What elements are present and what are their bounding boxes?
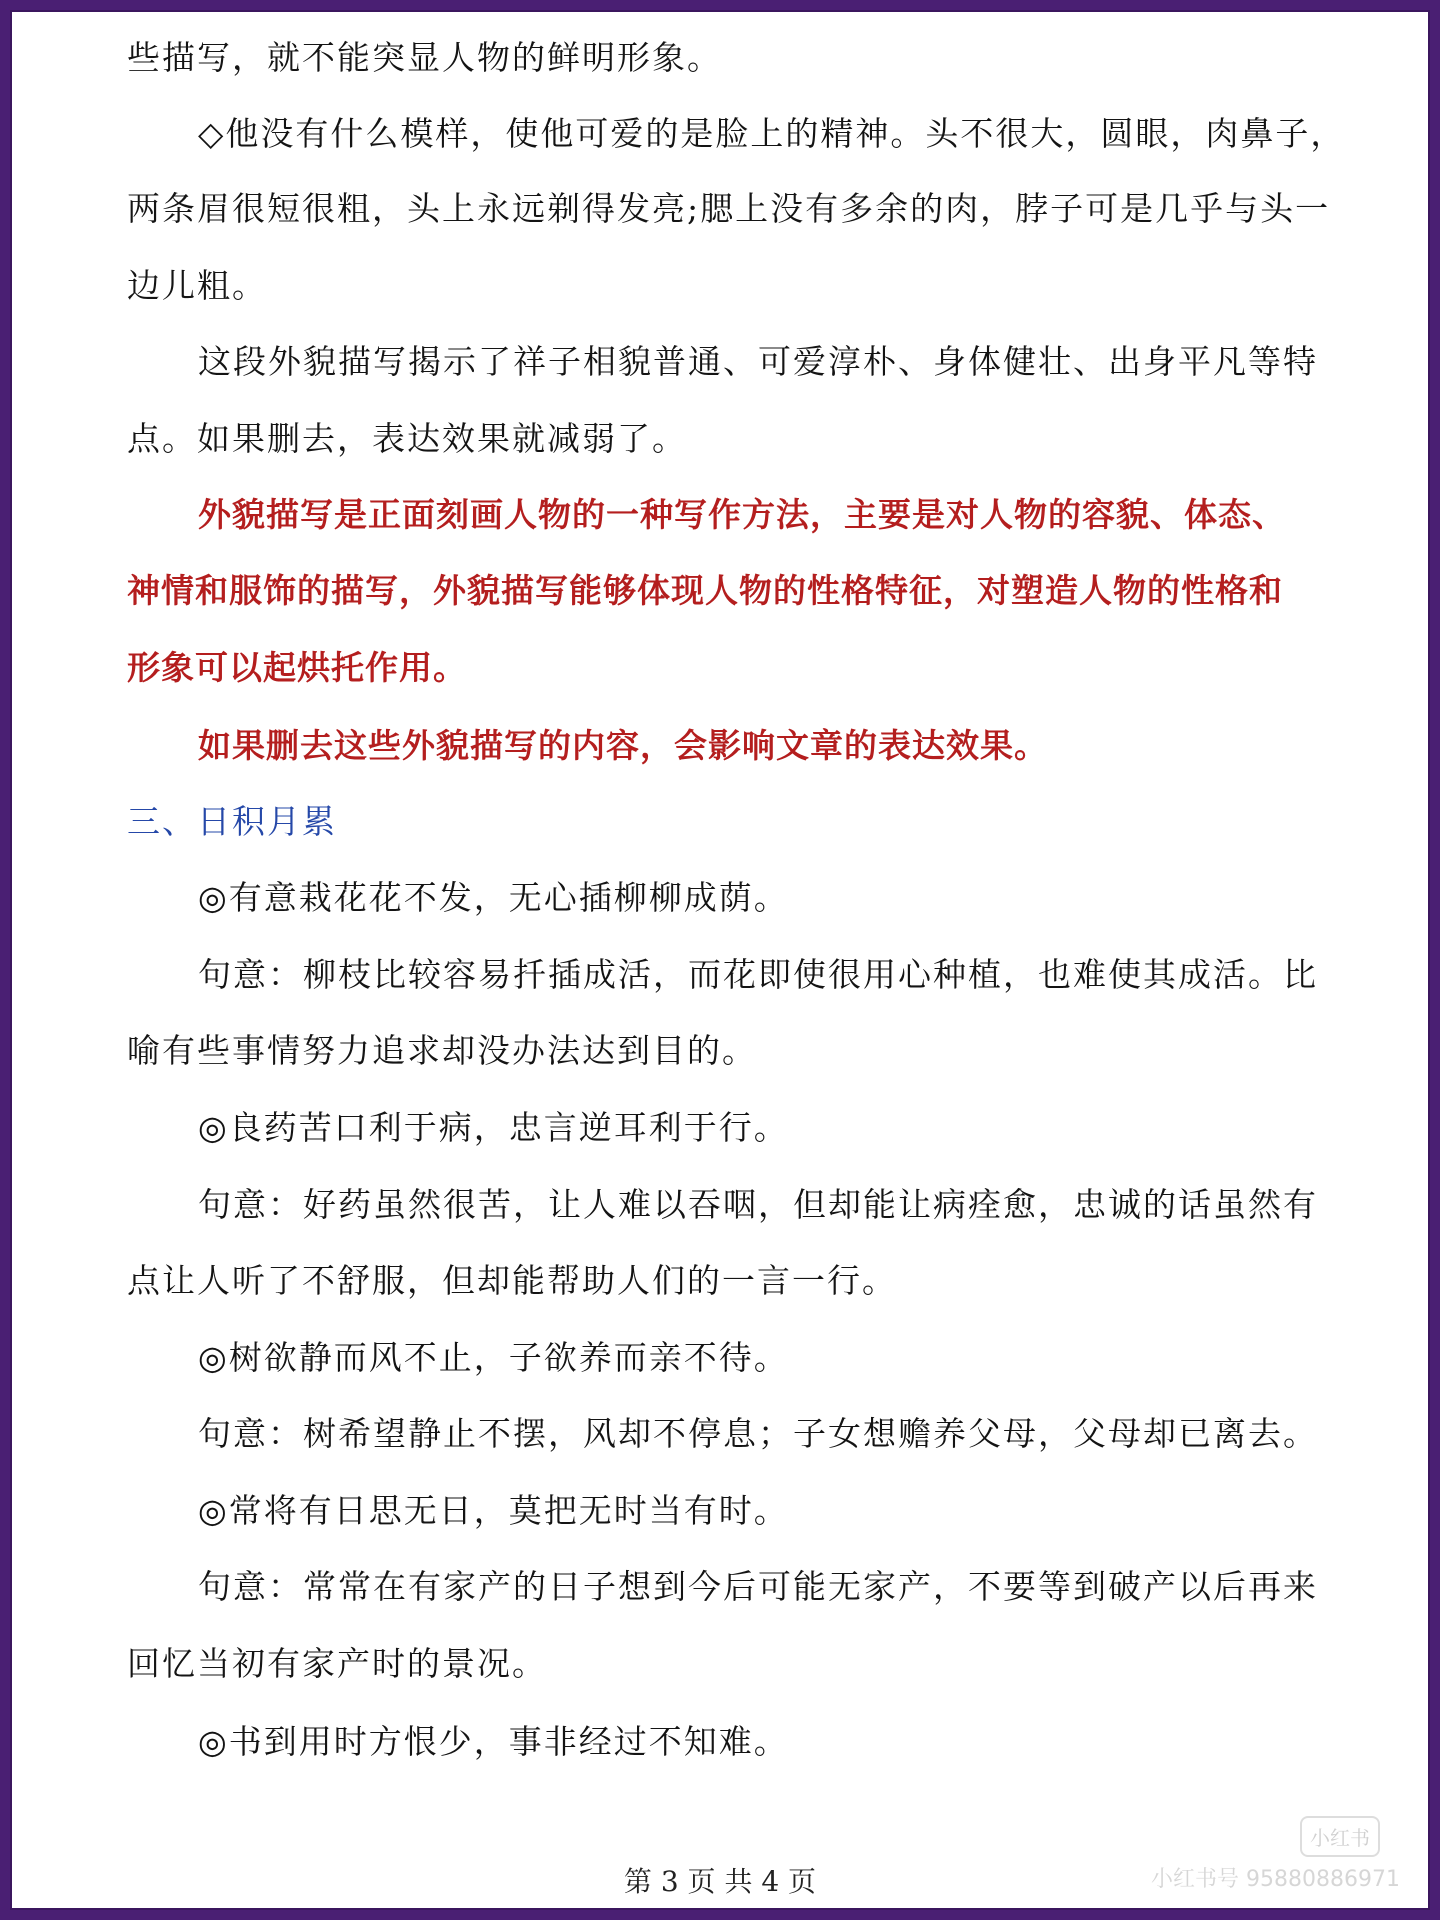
- text-line: ◎常将有日思无日，莫把无时当有时。: [198, 1491, 789, 1530]
- text-line: 点让人听了不舒服，但却能帮助人们的一言一行。: [127, 1261, 897, 1300]
- text-line: ◎书到用时方恨少，事非经过不知难。: [198, 1722, 789, 1761]
- text-line: ◎良药苦口利于病，忠言逆耳利于行。: [198, 1108, 789, 1147]
- section-heading: 三、日积月累: [127, 802, 337, 841]
- highlight-line: 外貌描写是正面刻画人物的一种写作方法，主要是对人物的容貌、体态、: [198, 495, 1286, 534]
- text-line: ◎有意栽花花不发，无心插柳柳成荫。: [198, 878, 789, 917]
- page-footer: 第 3 页 共 4 页: [623, 1865, 817, 1898]
- watermark-logo: 小红书: [1300, 1816, 1380, 1857]
- text-line: 些描写，就不能突显人物的鲜明形象。: [127, 38, 722, 77]
- text-line: 点。如果删去，表达效果就减弱了。: [127, 419, 687, 458]
- text-line: 这段外貌描写揭示了祥子相貌普通、可爱淳朴、身体健壮、出身平凡等特: [198, 342, 1318, 381]
- highlight-line: 神情和服饰的描写，外貌描写能够体现人物的性格特征，对塑造人物的性格和: [127, 571, 1283, 610]
- text-line: 喻有些事情努力追求却没办法达到目的。: [127, 1031, 757, 1070]
- text-line: 句意：树希望静止不摆，风却不停息；子女想赡养父母，父母却已离去。: [198, 1414, 1318, 1453]
- text-line: ◎树欲静而风不止，子欲养而亲不待。: [198, 1338, 789, 1377]
- text-line: 两条眉很短很粗，头上永远剃得发亮;腮上没有多余的肉，脖子可是几乎与头一: [127, 189, 1331, 228]
- text-line: 回忆当初有家产时的景况。: [127, 1644, 547, 1683]
- text-line: 句意：柳枝比较容易扦插成活，而花即使很用心种植，也难使其成活。比: [198, 955, 1318, 994]
- watermark-id: 小红书号 95880886971: [1151, 1867, 1400, 1892]
- text-line: 句意：常常在有家产的日子想到今后可能无家产，不要等到破产以后再来: [198, 1567, 1318, 1606]
- highlight-line: 如果删去这些外貌描写的内容，会影响文章的表达效果。: [198, 726, 1048, 765]
- document-page: [10, 10, 1430, 1910]
- page-content: [10, 10, 1430, 1910]
- text-line: ◇他没有什么模样，使他可爱的是脸上的精神。头不很大，圆眼，肉鼻子，: [198, 114, 1346, 153]
- highlight-line: 形象可以起烘托作用。: [127, 648, 467, 687]
- text-line: 句意：好药虽然很苦，让人难以吞咽，但却能让病痊愈，忠诚的话虽然有: [198, 1185, 1318, 1224]
- text-line: 边儿粗。: [127, 266, 267, 305]
